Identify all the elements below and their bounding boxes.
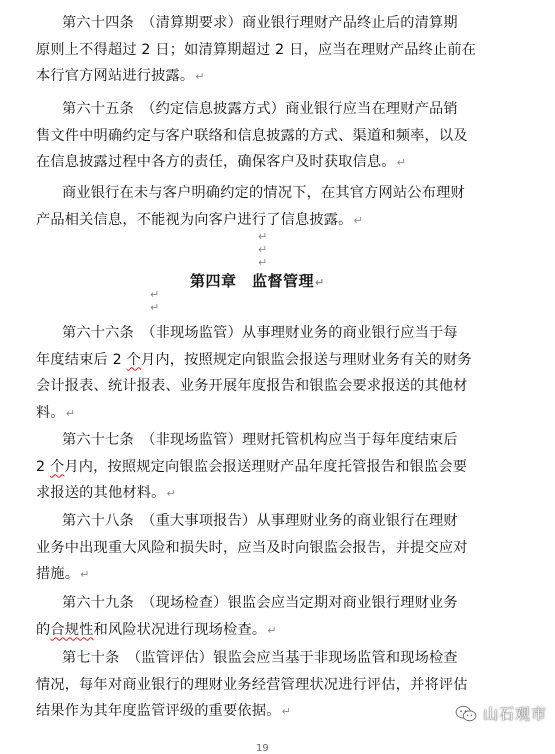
article-68-number: 第六十八条 — [62, 513, 134, 529]
paragraph-mark-icon: ↵ — [150, 288, 160, 301]
paragraph-mark-icon: ↵ — [80, 568, 90, 581]
article-68-text-1: （重大事项报告）从事理财业务的商业银行在理财 — [148, 513, 458, 529]
article-68-text-2: 业务中出现重大风险和损失时，应当及时向银监会报告，并提交应对 — [36, 539, 468, 556]
article-69 — [36, 590, 508, 644]
paragraph-mark-icon: ↵ — [396, 156, 407, 169]
article-68-text-3: 措施。 — [36, 566, 80, 582]
article-70-number: 第七十条 — [62, 650, 120, 666]
spell-check-word: 个 — [126, 351, 141, 368]
paragraph-mark-icon: ↵ — [195, 70, 205, 83]
paragraph-mark-icon: ↵ — [150, 301, 160, 314]
paragraph-mark-icon: ↵ — [315, 276, 325, 289]
article-69-text-1: （现场检查）银监会应当定期对商业银行理财业务 — [148, 595, 458, 611]
paragraph-mark-icon: ↵ — [166, 487, 176, 500]
paragraph-mark-icon: ↵ — [65, 406, 76, 420]
spell-check-word: 个 — [49, 458, 65, 475]
article-66-text-2a: 年度结束后 2 — [36, 351, 127, 368]
paragraph-mark-icon: ↵ — [258, 230, 268, 243]
article-68 — [36, 508, 508, 589]
page-number: 19 — [256, 743, 269, 754]
article-64 — [36, 10, 508, 91]
article-65-text-2: 售文件中明确约定与客户联络和信息披露的方式、渠道和频率，以及 — [36, 127, 468, 144]
article-67-text-2a: 2 — [36, 458, 50, 475]
article-66-number: 第六十六条 — [62, 325, 134, 341]
article-67-text-2b: 月内，按照规定向银监会报送理财产品年度托管报告和银监会要 — [64, 458, 468, 475]
article-69-text-2a: 的 — [36, 621, 51, 638]
article-65-text-3: 在信息披露过程中各方的责任，确保客户及时获取信息。 — [36, 154, 396, 170]
spell-check-word: 合规性 — [50, 621, 94, 638]
article-67-text-1: （非现场监管）理财托管机构应当于每年度结束后 — [148, 432, 458, 448]
paragraph-mark-icon: ↵ — [353, 213, 363, 227]
article-64-number: 第六十四条 — [62, 15, 134, 31]
article-65-number: 第六十五条 — [62, 101, 134, 117]
article-65b-text-2: 产品相关信息，不能视为向客户进行了信息披露。 — [36, 211, 353, 228]
article-65-text-1: （约定信息披露方式）商业银行应当在理财产品销 — [148, 101, 458, 117]
article-65b-text-1: 商业银行在未与客户明确约定的情况下，在其官方网站公布理财 — [62, 185, 465, 201]
paragraph-mark-icon: ↵ — [281, 705, 292, 718]
article-70 — [36, 645, 508, 726]
article-67 — [36, 427, 508, 508]
article-69-text-2b: 和风险状况进行现场检查。 — [93, 621, 267, 638]
article-70-text-2: 情况，每年对商业银行的理财业务经营管理状况进行评估，并将评估 — [36, 676, 468, 693]
article-64-text-3: 本行官方网站进行披露。 — [36, 68, 195, 84]
article-64-text-2: 原则上不得超过 2 日；如清算期超过 2 日，应当在理财产品终止前在 — [36, 41, 477, 58]
article-70-text-3: 结果作为其年度监管评级的重要依据。 — [36, 703, 281, 719]
article-64-text-1: （清算期要求）商业银行理财产品终止后的清算期 — [148, 15, 458, 31]
article-65-continuation — [36, 180, 508, 234]
article-67-text-3: 求报送的其他材料。 — [36, 485, 166, 501]
watermark — [455, 703, 547, 724]
article-66-text-3: 会计报表、统计报表、业务开展年度报告和银监会要求报送的其他材 — [36, 378, 468, 394]
wechat-icon — [455, 705, 477, 723]
article-65 — [36, 96, 508, 177]
article-66-text-2b: 月内，按照规定向银监会报送与理财业务有关的财务 — [140, 351, 472, 368]
paragraph-mark-icon: ↵ — [267, 623, 277, 637]
paragraph-mark-icon: ↵ — [258, 243, 268, 256]
article-67-number: 第六十七条 — [62, 432, 134, 448]
watermark-text: 山石观市 — [482, 705, 547, 723]
article-66-text-4: 料。 — [36, 404, 65, 421]
article-66-text-1: （非现场监管）从事理财业务的商业银行应当于每 — [148, 325, 458, 341]
article-69-number: 第六十九条 — [62, 595, 134, 611]
paragraph-mark-icon: ↵ — [258, 256, 268, 269]
chapter-heading — [190, 270, 325, 291]
chapter-title: 第四章 监督管理 — [190, 272, 315, 290]
article-70-text-1: （监管评估）银监会应当基于非现场监管和现场检查 — [133, 650, 458, 666]
article-66 — [36, 320, 508, 427]
